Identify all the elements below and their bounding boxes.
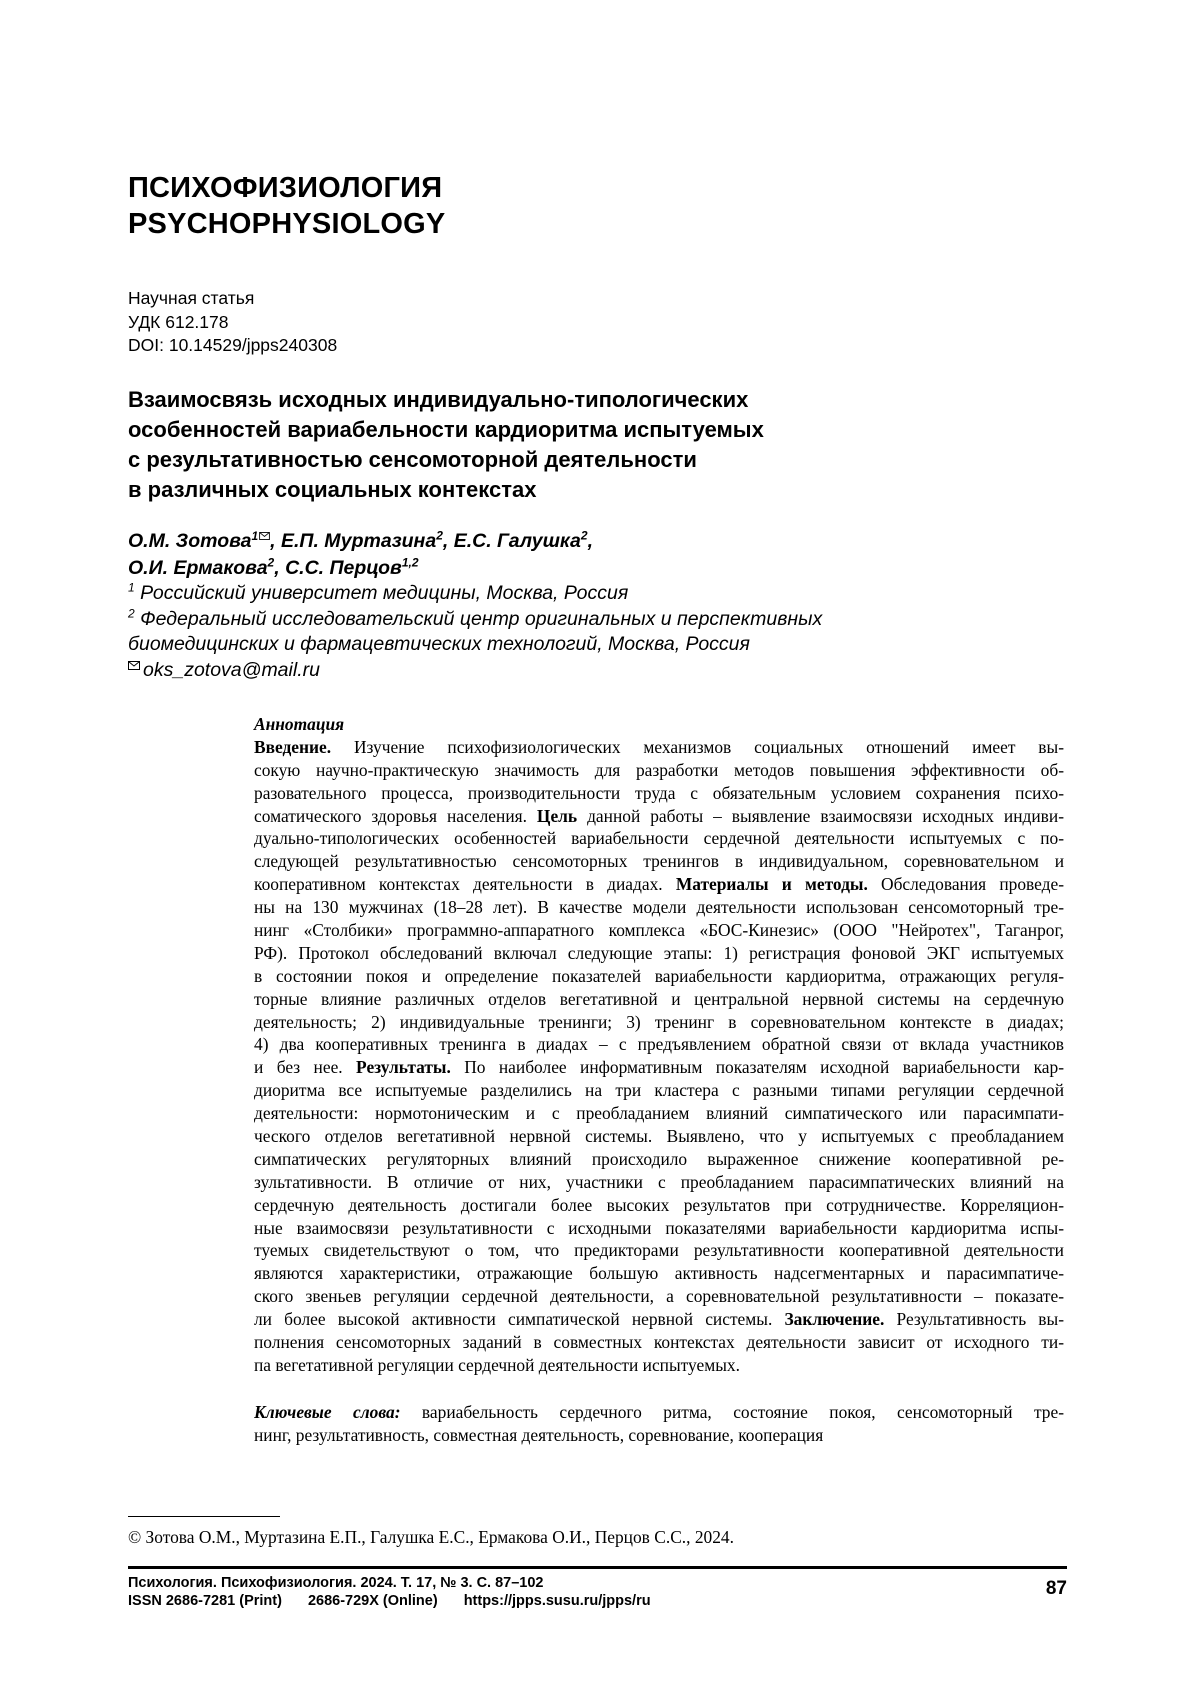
footnote-divider [128,1516,280,1517]
author-affiliation-mark: 1,2 [401,555,419,570]
abstract-line [254,782,1064,805]
title-line: Взаимосвязь исходных индивидуально-типологических [128,387,749,412]
abstract-text: кооперативном контекстах деятельности в диадах. [254,874,676,895]
affiliation-text: Федеральный исследовательский центр оригинальных и перспективных [134,607,823,630]
author-name: О.М. Зотова [128,530,252,552]
abstract-text: зультативности. В отличие от них, участники с преобладанием парасимпатических влияний на [254,1171,1064,1192]
abstract-line [254,1331,1064,1354]
abstract-text: деятельности: нормотоническим и с преобладанием влияний симпатического или парасимпати- [254,1103,1064,1124]
abstract-text: нинг «Столбики» программно-аппаратного комплекса «БОС-Кинезис» (ООО "Нейротех", Таганрог, [254,920,1064,941]
abstract-text: Изучение психофизиологических механизмов социальных отношений имеет вы- [331,736,1064,757]
doi: DOI: 10.14529/jpps240308 [128,335,338,355]
abstract-line [254,1056,1064,1079]
abstract-text: па вегетативной регуляции сердечной деятельности испытуемых. [254,1354,740,1375]
abstract-section-label: Материалы и методы. [675,874,868,895]
issn-print: ISSN 2686-7281 (Print) [128,1593,282,1609]
keywords [254,1401,1064,1447]
author-separator: , [587,530,593,552]
abstract-heading: Аннотация [254,714,345,734]
author-line [128,528,1028,555]
abstract-line [254,896,1064,919]
abstract-text: Результативность вы- [884,1309,1064,1330]
author-list [128,528,1028,582]
author-affiliation-mark: 1 [251,529,270,543]
abstract-line [254,1262,1064,1285]
contact-email[interactable]: oks_zotova@mail.ru [143,658,320,681]
abstract-text: Обследования проведе- [867,874,1064,895]
author-name: , Е.П. Муртазина [270,530,437,552]
issn-online: 2686-729X (Online) [307,1593,438,1609]
journal-issn-line [128,1592,928,1610]
abstract-line [254,827,1064,850]
abstract-line [254,965,1064,988]
journal-footer [128,1574,928,1610]
abstract-text: соматического здоровья населения. [254,805,537,826]
author-affiliation-mark: 2 [436,528,443,543]
abstract-line [254,1011,1064,1034]
abstract-line [254,1079,1064,1102]
section-title-en: PSYCHOPHYSIOLOGY [128,208,446,240]
affiliation-list [128,581,1028,683]
journal-url[interactable]: https://jpps.susu.ru/jpps/ru [463,1593,651,1609]
copyright-notice: © Зотова О.М., Муртазина Е.П., Галушка Е.С., Ермакова О.И., Перцов С.С., 2024. [128,1527,734,1547]
title-line: с результативностью сенсомоторной деятельности [128,447,697,472]
abstract-line [254,850,1064,873]
abstract-text: и без нее. [254,1057,357,1078]
abstract-line [254,1171,1064,1194]
abstract-text: деятельность; 2) индивидуальные тренинги; 3) тренинг в соревновательном контексте в диадах; [254,1011,1064,1032]
abstract-line [254,1194,1064,1217]
abstract-text: сердечную деятельность достигали более высоких результатов при сотрудничестве. Корреляцион- [254,1194,1064,1215]
abstract-section-label: Введение. [254,736,332,757]
abstract-line [254,736,1064,759]
abstract-text: симпатических регуляторных влияний происходило выраженное снижение кооперативной ре- [254,1148,1064,1169]
abstract-line [254,1148,1064,1171]
envelope-icon [128,661,140,670]
abstract-line [254,942,1064,965]
affiliation-mark: 1 [128,580,135,595]
contact-email-line [128,658,1028,684]
abstract-line [254,1125,1064,1148]
abstract-text: ского звеньев регуляции сердечной деятельности, а соревновательной результативности – показате- [254,1286,1064,1307]
abstract-text: торные влияние различных отделов вегетативной и центральной нервной системы на сердечную [254,988,1064,1009]
abstract-text: данной работы – выявление взаимосвязи исходных индиви- [577,805,1064,826]
title-line: в различных социальных контекстах [128,477,537,502]
abstract-text: в состоянии покоя и определение показателей вариабельности кардиоритма, отражающих регуля- [254,965,1064,986]
abstract-line [254,1102,1064,1125]
affiliation-2 [128,607,1028,633]
abstract-text: дуально-типологических особенностей вариабельности сердечной деятельности испытуемых с по- [254,828,1064,849]
title-line: особенностей вариабельности кардиоритма испытуемых [128,417,764,442]
abstract-line [254,1033,1064,1056]
abstract-text: По наиболее информативным показателям исходной вариабельности кар- [450,1057,1064,1078]
author-name: , Е.С. Галушка [442,530,581,552]
abstract-section-label: Заключение. [784,1309,885,1330]
affiliation-mark: 2 [128,606,135,620]
abstract-text: 4) два кооперативных тренинга в диадах – с предъявлением обратной связи от вклада участников [254,1034,1064,1055]
keywords-line: нинг, результативность, совместная деятельность, соревнование, кооперация [254,1424,824,1445]
author-name: О.И. Ермакова [128,557,268,579]
abstract [254,713,1064,1377]
abstract-section-label: Цель [536,805,578,826]
abstract-body [254,736,1064,1377]
affiliation-text: Российский университет медицины, Москва, Россия [134,582,629,604]
keywords-text: вариабельность сердечного ритма, состояние покоя, сенсомоторный тре- [400,1402,1064,1422]
journal-citation: Психология. Психофизиология. 2024. Т. 17, № 3. С. 87–102 [128,1575,544,1591]
abstract-line [254,1285,1064,1308]
abstract-line [254,1308,1064,1331]
abstract-line [254,919,1064,942]
abstract-line [254,1239,1064,1262]
author-affiliation-mark: 2 [267,555,275,570]
author-name: , С.С. Перцов [274,557,402,579]
abstract-text: ны на 130 мужчинах (18–28 лет). В качестве модели деятельности использован сенсомоторный тре- [254,897,1064,918]
abstract-text: сокую научно-практическую значимость для разработки методов повышения эффективности об- [254,759,1064,780]
abstract-text: ческого отделов вегетативной нервной системы. Выявлено, что у испытуемых с преобладанием [254,1126,1064,1147]
keywords-label: Ключевые слова: [254,1402,401,1422]
footer-divider [128,1566,1067,1569]
author-line [128,555,1028,582]
section-heading [128,170,828,242]
affiliation-2-cont: биомедицинских и фармацевтических технологий, Москва, Россия [128,633,750,655]
section-title-ru: ПСИХОФИЗИОЛОГИЯ [128,172,443,204]
envelope-icon [259,532,270,540]
abstract-text: туемых свидетельствуют о том, что предикторами результативности кооперативной деятельности [254,1240,1064,1261]
abstract-text: являются характеристики, отражающие большую активность надсегментарных и парасимпатиче- [254,1263,1064,1284]
abstract-line [254,1354,1064,1377]
abstract-text: полнения сенсомоторных заданий в совместных контекстах деятельности зависит от исходного ти- [254,1332,1064,1353]
affiliation-1 [128,581,1028,607]
abstract-text: РФ). Протокол обследований включал следующие этапы: 1) регистрация фоновой ЭКГ испытуемых [254,942,1064,963]
abstract-section-label: Результаты. [356,1057,451,1078]
abstract-text: следующей результативностью сенсомоторных тренингов в индивидуальном, соревновательном и [254,851,1064,872]
abstract-text: ли более высокой активности симпатической нервной системы. [254,1309,785,1330]
abstract-text: ные взаимосвязи результативности с исходными показателями вариабельности кардиоритма испы- [254,1217,1064,1238]
article-title [128,385,1028,505]
article-meta [128,287,628,358]
article-type: Научная статья [128,288,255,308]
abstract-line [254,873,1064,896]
page-number: 87 [1045,1578,1067,1599]
abstract-line [254,1217,1064,1240]
abstract-text: диоритма все испытуемые разделились на три кластера с разными типами регуляции сердечной [254,1080,1064,1101]
abstract-line [254,988,1064,1011]
abstract-line [254,805,1064,828]
keywords-line [254,1401,1064,1424]
author-affiliation-mark: 2 [580,528,588,543]
abstract-line [254,759,1064,782]
abstract-text: разовательного процесса, производительности труда с обязательным условием сохранения психо- [254,782,1064,803]
udc-code: УДК 612.178 [128,311,229,332]
